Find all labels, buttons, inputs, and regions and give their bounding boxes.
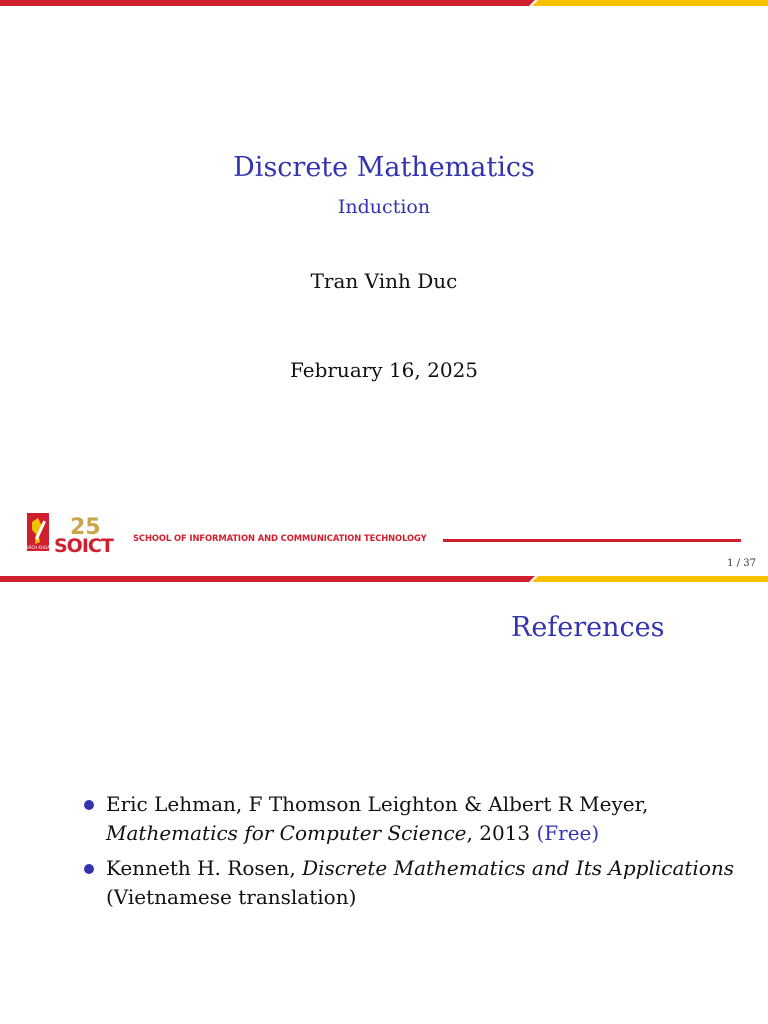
bullet-icon — [84, 864, 94, 874]
reference-authors: Eric Lehman, F Thomson Leighton & Albert R Meyer, — [106, 792, 649, 816]
reference-list — [80, 790, 740, 918]
soict-logo-icon — [27, 510, 127, 555]
reference-book-title: Discrete Mathematics and Its Applications — [302, 856, 735, 880]
top-color-bar — [0, 576, 768, 582]
list-item — [80, 790, 740, 848]
reference-note: (Vietnamese translation) — [106, 885, 357, 909]
page-number: 1 / 37 — [727, 558, 756, 569]
free-link[interactable]: (Free) — [536, 821, 600, 845]
presentation-date: February 16, 2025 — [289, 358, 479, 382]
logo-wordmark: SOICT — [54, 535, 113, 557]
reference-year: , 2013 — [466, 821, 531, 845]
logo-small-text: BÁCH KHOA — [26, 545, 50, 550]
list-item — [80, 854, 740, 912]
presentation-subtitle: Induction — [337, 196, 431, 218]
reference-authors: Kenneth H. Rosen, — [106, 856, 296, 880]
bullet-icon — [84, 800, 94, 810]
top-bar-yellow-segment — [532, 0, 768, 6]
author-name: Tran Vinh Duc — [310, 269, 458, 293]
reference-book-title: Mathematics for Computer Science — [106, 821, 467, 845]
logo-anniversary: 25 — [70, 515, 101, 540]
slide-title: References — [511, 612, 665, 643]
top-bar-red-segment — [0, 576, 535, 582]
top-color-bar — [0, 0, 768, 6]
presentation-title: Discrete Mathematics — [233, 152, 535, 183]
references-slide — [0, 576, 768, 1024]
school-underline — [443, 539, 741, 542]
top-bar-red-segment — [0, 0, 535, 6]
school-name: SCHOOL OF INFORMATION AND COMMUNICATION TECHNOLOGY — [133, 533, 427, 543]
top-bar-yellow-segment — [532, 576, 768, 582]
